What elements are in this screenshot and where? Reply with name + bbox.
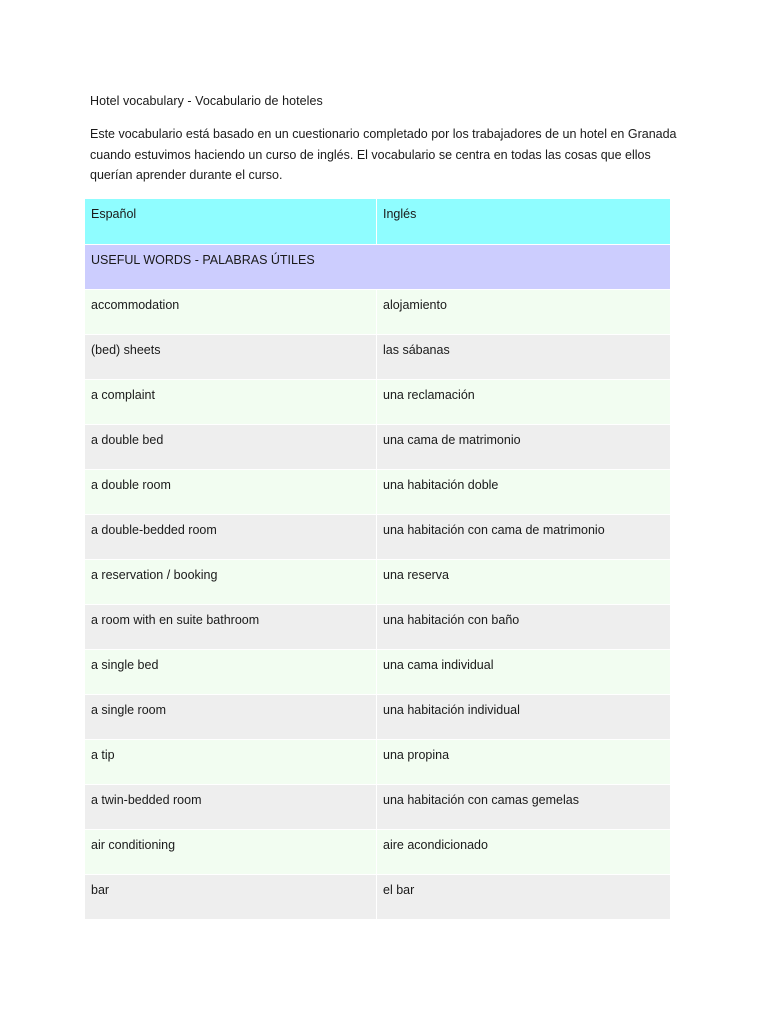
cell-english: una habitación individual (377, 694, 670, 739)
header-english: Inglés (377, 199, 670, 244)
document-intro: Este vocabulario está basado en un cuestionario completado por los trabajadores de un hotel en Granada cuando estuvimos haciendo un curso de inglés. El vocabulario se centra en todas las cosas que ellos querían aprender durante el curso. (90, 127, 677, 182)
cell-english: una propina (377, 739, 670, 784)
cell-spanish: a double-bedded room (85, 514, 377, 559)
cell-english: una cama individual (377, 649, 670, 694)
table-row (85, 784, 670, 829)
cell-spanish: a complaint (85, 379, 377, 424)
cell-spanish: a single bed (85, 649, 377, 694)
cell-english: alojamiento (377, 289, 670, 334)
document-title: Hotel vocabulary - Vocabulario de hoteles (90, 94, 323, 108)
cell-english: una cama de matrimonio (377, 424, 670, 469)
table-row (85, 559, 670, 604)
cell-english: una habitación con baño (377, 604, 670, 649)
table-row (85, 469, 670, 514)
cell-english: una reclamación (377, 379, 670, 424)
section-row (85, 244, 670, 289)
cell-spanish: accommodation (85, 289, 377, 334)
cell-spanish: a reservation / booking (85, 559, 377, 604)
cell-spanish: a tip (85, 739, 377, 784)
cell-english: una habitación doble (377, 469, 670, 514)
table-row (85, 694, 670, 739)
table-row (85, 874, 670, 919)
table-row (85, 739, 670, 784)
cell-spanish: (bed) sheets (85, 334, 377, 379)
cell-spanish: a twin-bedded room (85, 784, 377, 829)
table-row (85, 649, 670, 694)
table-row (85, 829, 670, 874)
cell-english: el bar (377, 874, 670, 919)
header-spanish: Español (85, 199, 377, 244)
table-row (85, 379, 670, 424)
table-row (85, 289, 670, 334)
vocabulary-table (85, 199, 670, 919)
table-row (85, 604, 670, 649)
cell-english: aire acondicionado (377, 829, 670, 874)
table-row (85, 334, 670, 379)
cell-english: las sábanas (377, 334, 670, 379)
table-header-row (85, 199, 670, 244)
cell-spanish: bar (85, 874, 377, 919)
table-row (85, 514, 670, 559)
cell-spanish: a room with en suite bathroom (85, 604, 377, 649)
table-row (85, 424, 670, 469)
cell-spanish: a single room (85, 694, 377, 739)
cell-english: una habitación con camas gemelas (377, 784, 670, 829)
section-label: USEFUL WORDS - PALABRAS ÚTILES (85, 244, 670, 289)
cell-english: una reserva (377, 559, 670, 604)
cell-spanish: air conditioning (85, 829, 377, 874)
cell-spanish: a double room (85, 469, 377, 514)
cell-spanish: a double bed (85, 424, 377, 469)
cell-english: una habitación con cama de matrimonio (377, 514, 670, 559)
